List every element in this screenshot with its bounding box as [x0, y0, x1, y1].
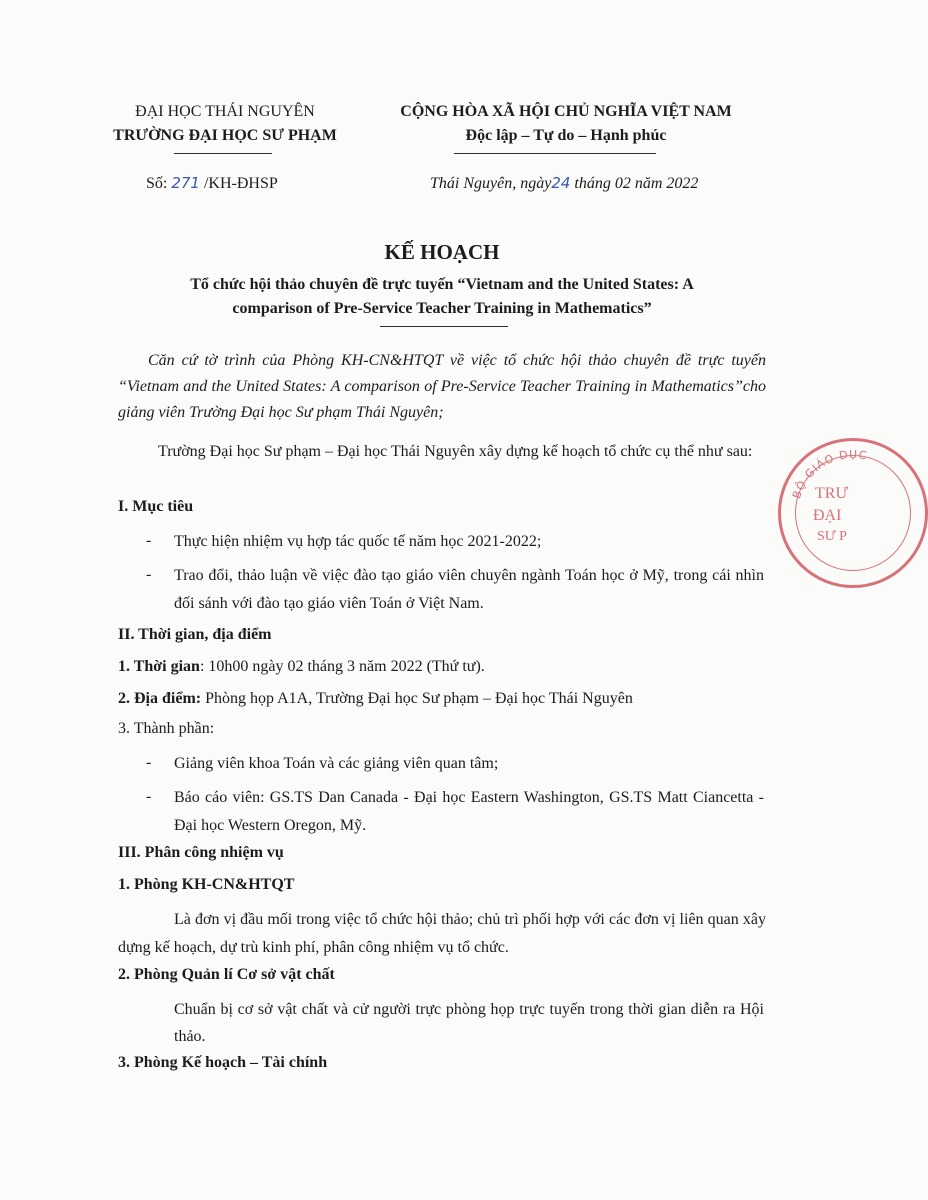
motto-underline: [454, 153, 656, 154]
seal-center-line: TRƯ: [815, 485, 848, 502]
section-heading-assignments: III. Phân công nhiệm vụ: [118, 844, 284, 861]
time-line: [118, 658, 485, 676]
org-name-line2: TRƯỜNG ĐẠI HỌC SƯ PHẠM: [113, 127, 337, 144]
time-value: : 10h00 ngày 02 tháng 3 năm 2022 (Thứ tư).: [199, 658, 485, 675]
place-line: [118, 690, 633, 708]
national-motto-line1: CỘNG HÒA XÃ HỘI CHỦ NGHĨA VIỆT NAM: [400, 103, 732, 120]
doc-number-handwritten: 271: [171, 174, 200, 192]
participant-item: Báo cáo viên: GS.TS Dan Canada - Đại học Eastern Washington, GS.TS Matt Ciancetta - Đại học Western Oregon, Mỹ.: [174, 789, 764, 834]
seal-ring-text: [778, 438, 928, 588]
document-number: [146, 174, 278, 193]
objective-item: Thực hiện nhiệm vụ hợp tác quốc tế năm học 2021-2022;: [174, 533, 542, 550]
place-date-suffix: tháng 02 năm 2022: [574, 175, 699, 192]
date-day-handwritten: 24: [551, 174, 571, 192]
document-subtitle-line1: Tổ chức hội thảo chuyên đề trực tuyến “Vietnam and the United States: A: [190, 276, 694, 293]
seal-center-line: ĐẠI: [813, 507, 842, 524]
place-date-prefix: Thái Nguyên, ngày: [430, 175, 552, 192]
section-heading-objectives: I. Mục tiêu: [118, 498, 194, 515]
document-title: KẾ HOẠCH: [384, 240, 500, 264]
document-subtitle-line2: comparison of Pre-Service Teacher Training in Mathematics”: [232, 300, 652, 317]
bullet-dash: -: [146, 754, 152, 771]
bullet-dash: -: [146, 532, 152, 549]
national-motto-line2: Độc lập – Tự do – Hạnh phúc: [465, 127, 667, 144]
place-date: [430, 174, 698, 193]
time-label: 1. Thời gian: [118, 658, 200, 675]
assignment-heading: 3. Phòng Kế hoạch – Tài chính: [118, 1054, 328, 1071]
place-label: 2. Địa điểm:: [118, 690, 202, 707]
doc-number-prefix: Số:: [146, 175, 168, 192]
bullet-dash: -: [146, 788, 152, 805]
org-name-line1: ĐẠI HỌC THÁI NGUYÊN: [135, 103, 315, 120]
assignment-heading: 2. Phòng Quản lí Cơ sở vật chất: [118, 966, 335, 983]
assignment-heading: 1. Phòng KH-CN&HTQT: [118, 876, 295, 893]
official-seal: [778, 438, 928, 588]
bullet-dash: -: [146, 566, 152, 583]
org-underline: [174, 153, 272, 154]
seal-center-line: SƯ P: [817, 529, 847, 544]
svg-text:BỘ GIÁO DỤC: BỘ GIÁO DỤC: [790, 447, 869, 501]
basis-paragraph: Căn cứ tờ trình của Phòng KH-CN&HTQT về việc tổ chức hội thảo chuyên đề trực tuyến “Vietnam and the United States: A comparison of Pre-Service Teacher Training in Mathematics”cho giảng viên Trường Đại học Sư phạm Thái Nguyên;: [118, 352, 766, 421]
doc-number-suffix: /KH-ĐHSP: [203, 175, 278, 192]
participants-label: 3. Thành phần:: [118, 720, 215, 737]
objective-item: Trao đổi, thảo luận về việc đào tạo giáo viên chuyên ngành Toán học ở Mỹ, trong cái nhìn đối sánh với đào tạo giáo viên Toán ở Việt Nam.: [174, 567, 764, 612]
title-underline: [380, 326, 508, 327]
section-heading-time-place: II. Thời gian, địa điểm: [118, 626, 272, 643]
participant-item: Giảng viên khoa Toán và các giảng viên quan tâm;: [174, 755, 499, 772]
intro-paragraph: Trường Đại học Sư phạm – Đại học Thái Nguyên xây dựng kế hoạch tổ chức cụ thể như sau:: [158, 443, 753, 460]
place-value: Phòng họp A1A, Trường Đại học Sư phạm – Đại học Thái Nguyên: [201, 690, 633, 707]
assignment-text: Là đơn vị đầu mối trong việc tổ chức hội thảo; chủ trì phối hợp với các đơn vị liên quan xây dựng kế hoạch, dự trù kinh phí, phân công nhiệm vụ tổ chức.: [118, 911, 766, 956]
assignment-text: Chuẩn bị cơ sở vật chất và cử người trực phòng họp trực tuyến trong thời gian diễn ra Hội thảo.: [174, 1001, 764, 1045]
